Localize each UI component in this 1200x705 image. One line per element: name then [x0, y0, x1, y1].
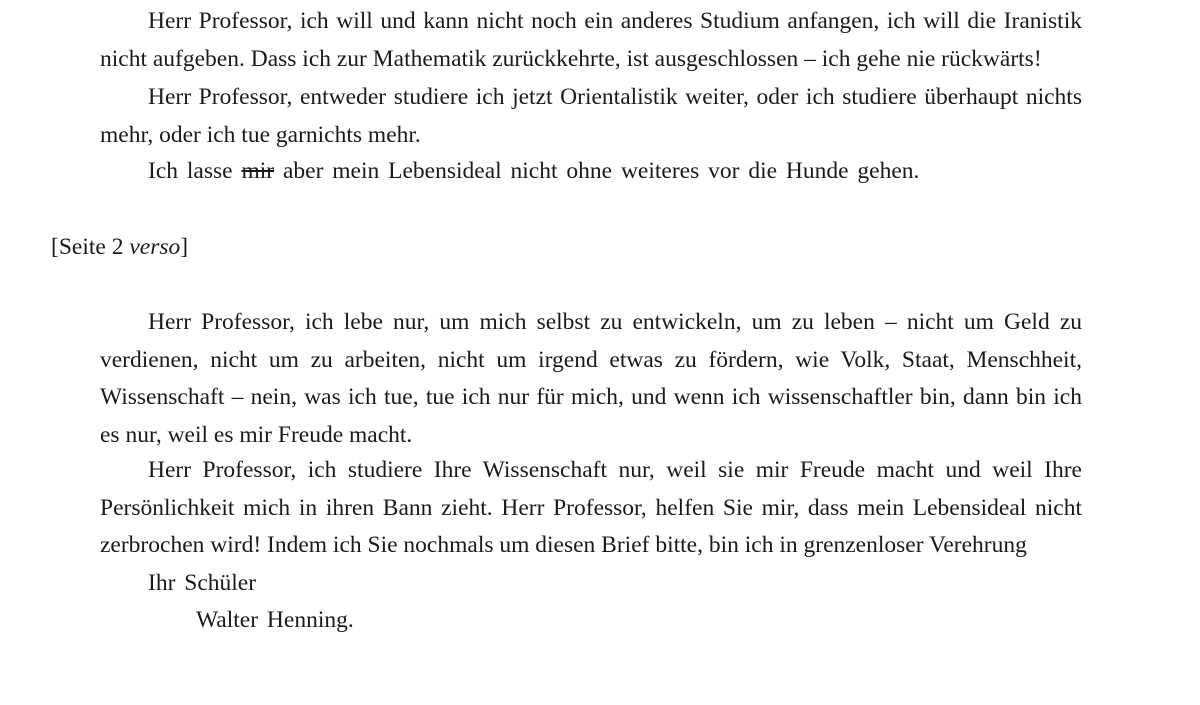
- paragraph-entwickeln: Herr Professor, ich lebe nur, um mich selbst zu entwickeln, um zu leben – nicht um Geld zu verdienen, nicht um zu arbeiten, nicht um irgend etwas zu fördern, wie Volk, Staat, Menschheit, Wissenschaft – nein, was ich tue, tue ich nur für mich, und wenn ich wissenschaftler bin, dann bin ich es nur, weil es mir Freude macht.: [100, 309, 1082, 448]
- struck-word: mir: [241, 158, 275, 184]
- paragraph-wissenschaft: Herr Professor, ich studiere Ihre Wissenschaft nur, weil sie mir Freude macht und weil Ihre Persönlichkeit mich in ihren Bann zieht. Herr Professor, helfen Sie mir, dass mein Lebensideal nicht zerbrochen wird! Indem ich Sie nochmals um diesen Brief bitte, bin ich in grenzenloser Verehrung: [100, 457, 1082, 558]
- paragraph-lebensideal: [148, 153, 919, 191]
- page-reference-italic: verso: [129, 234, 181, 260]
- paragraph-orientalistik: Herr Professor, entweder studiere ich jetzt Orientalistik weiter, oder ich studiere überhaupt nichts mehr, oder ich tue garnichts mehr.: [100, 84, 1082, 148]
- page-reference: [51, 229, 188, 267]
- signature: Walter Henning.: [196, 607, 354, 633]
- page-reference-close: ]: [180, 234, 189, 260]
- paragraph-iranistik: Herr Professor, ich will und kann nicht noch ein anderes Studium anfangen, ich will die Iranistik nicht aufgeben. Dass ich zur Mathematik zurückkehrte, ist ausgeschlossen – ich gehe nie rückwärts!: [100, 8, 1082, 72]
- lebensideal-text-after: aber mein Lebensideal nicht ohne weiteres vor die Hunde gehen.: [274, 158, 920, 184]
- lebensideal-text-before: Ich lasse: [148, 158, 242, 184]
- closing-line: Ihr Schüler: [148, 570, 257, 596]
- page-reference-open: [Seite 2: [51, 234, 130, 260]
